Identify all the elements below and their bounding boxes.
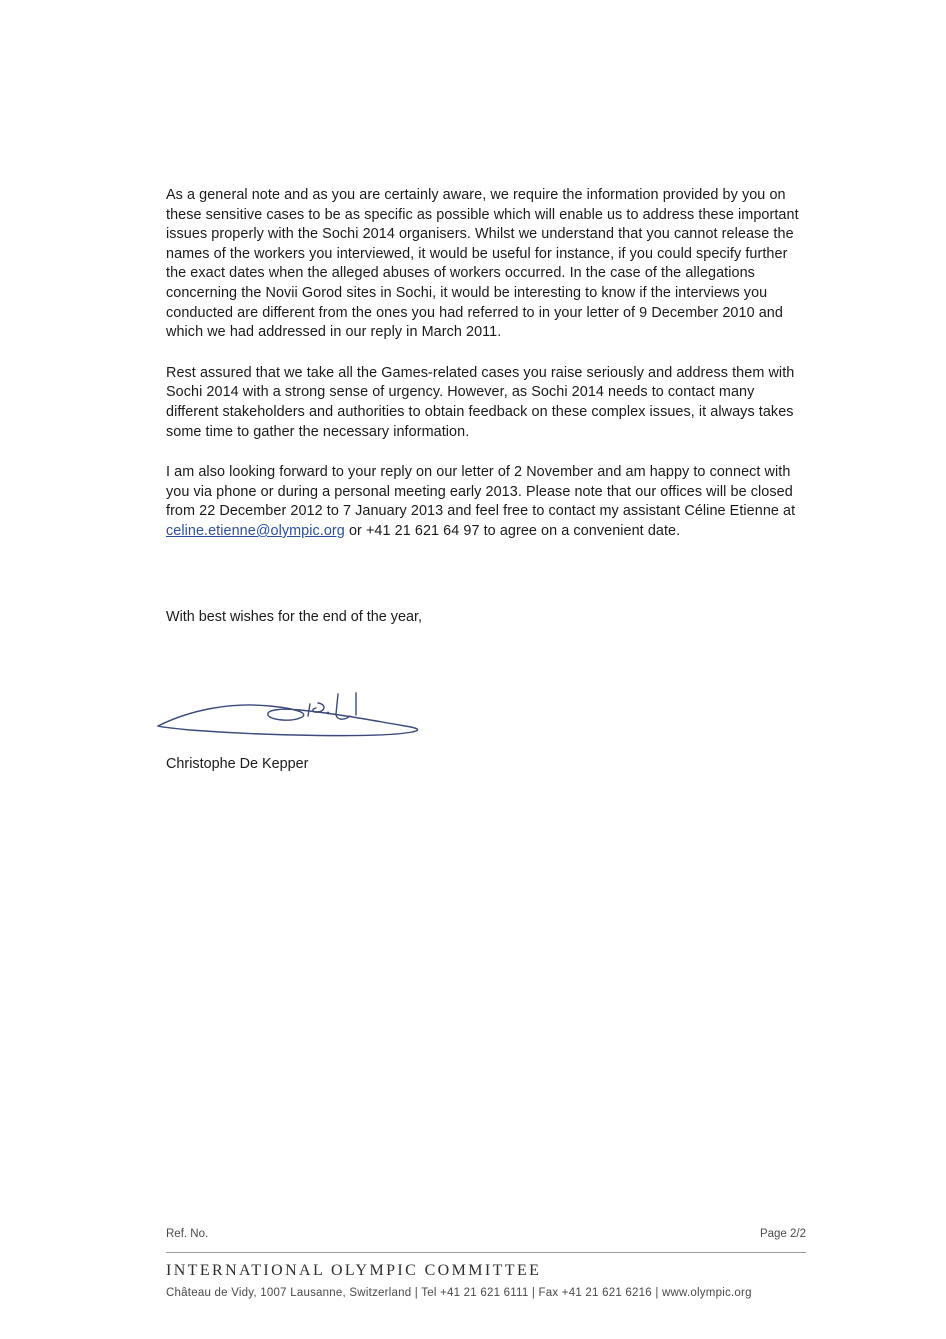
letter-body <box>166 186 806 563</box>
reference-number-label: Ref. No. <box>166 1228 209 1240</box>
footer-divider <box>166 1252 806 1253</box>
footer-organisation-name: INTERNATIONAL OLYMPIC COMMITTEE <box>166 1262 542 1279</box>
paragraph-1: As a general note and as you are certainly aware, we require the information provided by you on these sensitive cases to be as specific as possible which will enable us to address these important issues properly with the Sochi 2014 organisers. Whilst we understand that you cannot release the names of the workers you interviewed, it would be useful for instance, if you could specify further the exact dates when the alleged abuses of workers occurred. In the case of the allegations concerning the Novii Gorod sites in Sochi, it would be interesting to know if the interviews you conducted are different from the ones you had referred to in your letter of 9 December 2010 and which we had addressed in our reply in March 2011. <box>166 187 799 341</box>
signature-image <box>150 680 440 750</box>
page-number-label: Page 2/2 <box>759 1228 806 1240</box>
footer-address-line: Château de Vidy, 1007 Lausanne, Switzerland | Tel +41 21 621 6111 | Fax +41 21 621 6216 | www.olympic.org <box>166 1287 752 1299</box>
email-link[interactable]: celine.etienne@olympic.org <box>166 522 345 539</box>
signer-name: Christophe De Kepper <box>166 756 309 772</box>
paragraph-2: Rest assured that we take all the Games-related cases you raise seriously and address them with Sochi 2014 with a strong sense of urgency. However, as Sochi 2014 needs to contact many different stakeholders and authorities to obtain feedback on these complex issues, it always takes some time to gather the necessary information. <box>166 364 795 440</box>
paragraph-3 <box>166 463 806 541</box>
footer-meta <box>166 1228 806 1240</box>
paragraph-3-text-before-link: I am also looking forward to your reply on our letter of 2 November and am happy to connect with you via phone or during a personal meeting early 2013. Please note that our offices will be closed from 22 December 2012 to 7 January 2013 and feel free to contact my assistant Céline Etienne at <box>166 464 796 520</box>
paragraph-3-text-after-link: or +41 21 621 64 97 to agree on a convenient date. <box>344 522 681 539</box>
closing-line: With best wishes for the end of the year, <box>166 609 422 625</box>
